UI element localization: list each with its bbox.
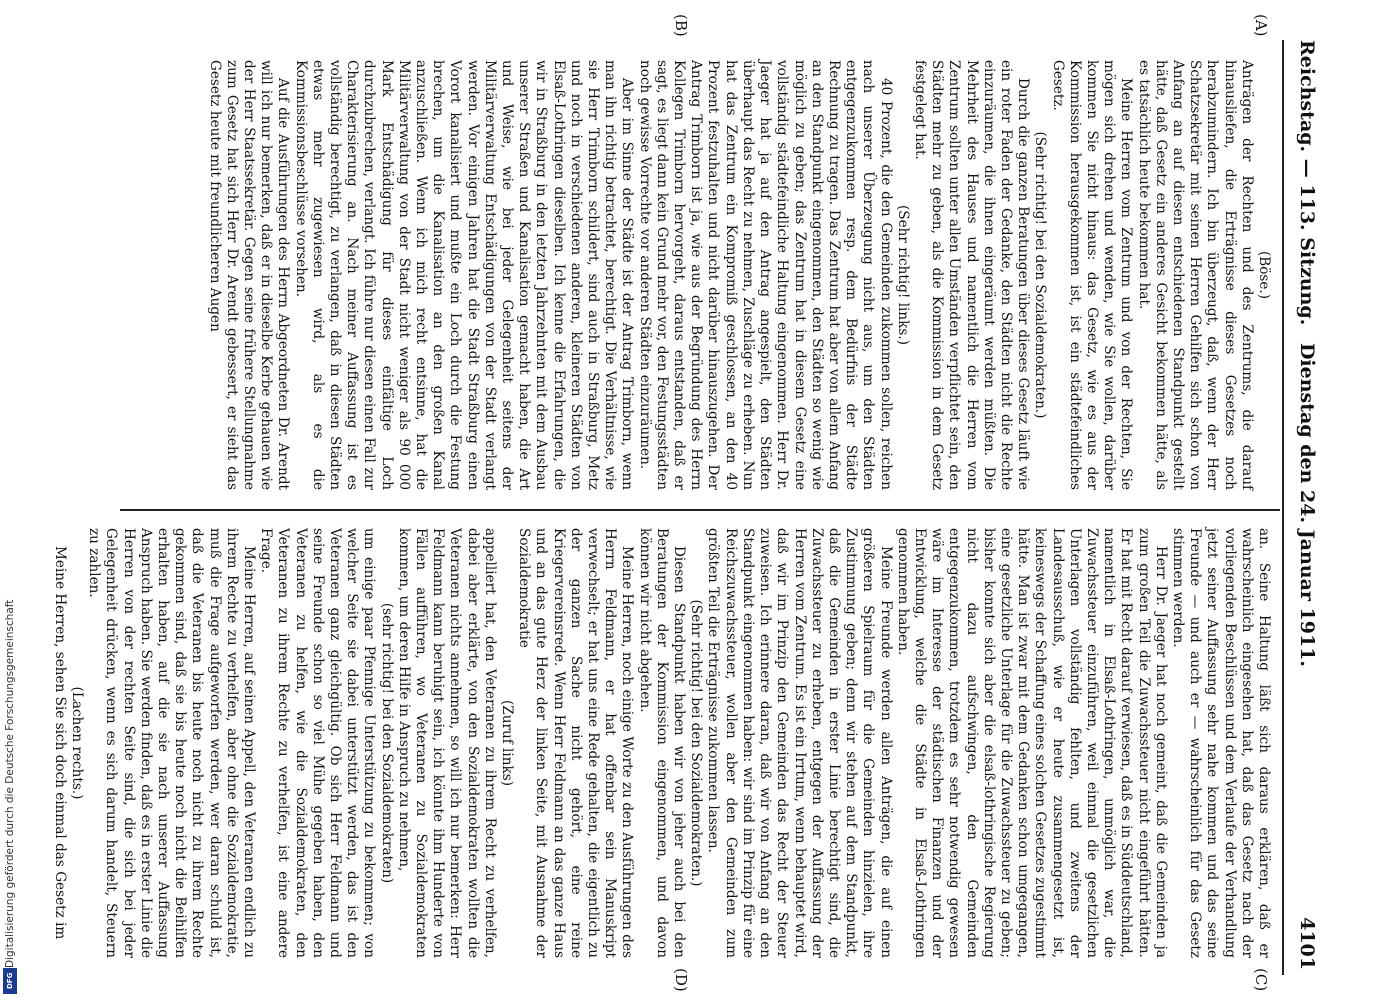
dfg-logo: DFG — [3, 968, 17, 994]
paragraph: Auf die Ausführungen des Herrn Abgeordneten Dr. Arendt will ich nur bemerken, daß er in dieselbe Kerbe gehauen wie der Herr Staatssekretär. Gegen seine frühere Stellungnahme zum Gesetz hat sich Herr Dr. Arendt gebessert, er sieht das Gesetz heute mit freundlicheren Augen — [206, 60, 292, 490]
page-number: 4101 — [1296, 917, 1318, 970]
paragraph: Meine Herren, noch einige Worte zu den Ausführungen des Herrn Feldmann, er hat offenbar sein Manuskript verwechselt; er hat uns eine Rede gehalten, die eigentlich zu der ganzen Sache nicht gehört, eine reine Kriegervereinsrede. Wenn Herr Feldmann an das ganze Haus und an das gute Herz der linken Seite, mit Ausnahme der Sozialdemokratie — [516, 528, 636, 958]
digitization-note: Digitalisierung gefördert durch die Deutsche Forschungsgemeinschaft — [4, 599, 16, 968]
interjection: (sehr richtig! bei den Sozialdemokraten) — [378, 602, 395, 884]
interjection: (Lachen rechts.) — [68, 686, 85, 800]
interjection: (Sehr richtig! links.) — [894, 204, 911, 346]
margin-letter-a: (A) — [1252, 14, 1270, 37]
left-column — [122, 60, 1272, 490]
paragraph: Herr Dr. Jaeger hat noch gemeint, daß die Gemeinden ja zum großen Teil die Zuwachssteuer nicht eingeführt hätten. Er hat mit Recht darauf verwiesen, daß es in Süddeutschland, namentlich in Elsaß-Lothringen, unmöglich war, die Zuwachssteuer einzuführen, weil einmal die gesetzlichen Unterlagen vollständig fehlten, und zweitens der Landesausschuß, wie er heute zusammengesetzt ist, keineswegs der Schaffung eines solchen Gesetzes zugestimmt hätte. Man ist zwar mit dem Gedanken schon umgegangen, eine gesetzliche Unterlage für die Zuwachssteuer zu geben; bisher konnte sich aber die elsaß-lothringische Regierung nicht dazu aufschwingen, den Gemeinden entgegenzukommen, trotzdem es sehr notwendig gewesen wäre im Interesse der städtischen Finanzen und der Entwicklung, welche die Städte in Elsaß-Lothringen genommen haben. — [894, 528, 1169, 958]
paragraph: Anträgen der Rechten und des Zentrums, die darauf hinausliefen, die Erträgnisse dieses Gesetzes noch herabzumindern. Ich bin überzeugt, daß, wenn der Herr Schatzsekretär mit seinen Herren Gehilfen sich schon von Anfang an auf diesen entschiedenen Standpunkt gestellt hätte, daß Gesetz ein anderes Gesicht bekommen hätte, als es tatsächlich heute bekommen hat. — [1135, 60, 1255, 490]
paragraph: 40 Prozent, die den Gemeinden zukommen sollen, reichen nach unserer Überzeugung nicht aus, um den Städten entgegenzukommen resp. dem Bedürfnis der Städte Rechnung zu tragen. Das Zentrum hat aber von allem Anfang an den Standpunkt eingenommen, den Städten so wenig wie möglich zu geben; das Zentrum hat in diesem Gesetz eine vollständig städtefeindliche Haltung eingenommen. Herr Dr. Jaeger hat ja auf den Antrag angespielt, den Städten überhaupt das Recht zu nehmen, Zuschläge zu erheben. Nun hat das Zentrum ein Kompromiß geschlossen, an den 40 Prozent festzuhalten und nicht darüber hinauszugehen. Der Antrag Trimborn ist ja, wie aus der Begründung des Herrn Kollegen Trimborn hervorgeht, daraus entstanden, daß er sagt, es liegt dann kein Grund mehr vor, den Festungsstädten noch gewisse Vorrechte vor anderen Städten einzuräumen. — [636, 60, 894, 490]
paragraph: appelliert hat, den Veteranen zu ihrem Recht zu verhelfen, dabei aber erklärte, von den Sozialdemokraten wollten die Veteranen nichts annehmen, so will ich nur bemerken: Herr Feldmann kann beruhigt sein, ich könnte ihm Hunderte von Fällen aufführen, wo Veteranen zu Sozialdemokraten kommen, um deren Hilfe in Anspruch zu nehmen, — [395, 528, 498, 958]
paragraph: Meine Freunde werden allen Anträgen, die auf einen größeren Spielraum für die Gemeinden hinzielen, ihre Zustimmung geben; denn wir stehen auf dem Standpunkt, daß die Gemeinden in erster Linie berechtigt sind, die Zuwachssteuer zu erheben, entgegen der Auffassung der Herren vom Zentrum. Es ist ein Irrtum, wenn behauptet wird, daß wir im Prinzip den Gemeinden das Recht der Steuer zuweisen. Ich erinnere daran, daß wir von Anfang an den Standpunkt eingenommen haben: wir sind im Prinzip für eine Reichszuwachssteuer, wollen aber den Gemeinden zum größten Teil die Erträgnisse zukommen lassen. — [705, 528, 894, 958]
margin-letter-b: (B) — [672, 14, 690, 37]
interjection: (Sehr richtig! bei den Sozialdemokraten.) — [1032, 131, 1049, 419]
margin-letter-d: (D) — [672, 968, 690, 992]
paragraph: (Böse.) — [1256, 250, 1272, 300]
header-rule — [1282, 40, 1284, 975]
interjection: (Zuruf links) — [499, 699, 516, 787]
rotated-page — [30, 0, 1330, 1000]
paragraph: Durch die ganzen Beratungen über dieses Gesetz läuft wie ein roter Faden der Gedanke, den Städten nicht die Rechte einzuräumen, die ihnen eingeräumt werden müßten. Die Mehrheit des Hauses und namentlich die Herren vom Zentrum sollten unter allen Umständen verpflichtet sein, den Städten mehr zu geben, als die Kommission in dem Gesetz festgelegt hat. — [911, 60, 1032, 490]
paragraph: Meine Herren, auf seinen Appell, den Veteranen endlich zu ihrem Rechte zu verhelfen, aber ohne die Sozialdemokratie, muß die Frage aufgeworfen werden, wer daran schuld ist, daß die Veteranen bis heute noch nicht zu ihrem Rechte gekommen sind, daß sie bis heute noch nicht die Beihilfen erhalten haben, auf die sie nach unserer Auffassung Anspruch haben. Sie werden finden, daß es in erster Linie die Herren von der rechten Seite sind, die sich bei jeder Gelegenheit drücken, wenn es sich darum handelt, Steuern zu zahlen. — [86, 528, 258, 958]
header-left: Reichstag. — 113. Sitzung. — [1296, 40, 1318, 326]
interjection: (Sehr richtig! bei den Sozialdemokraten.) — [688, 599, 705, 887]
column-divider — [120, 509, 1280, 511]
page-header — [1288, 40, 1318, 970]
paragraph: an. Seine Haltung läßt sich daraus erklären, daß er wahrscheinlich eingesehen hat, daß das Gesetz nach der vorliegenden Beschlüssen und dem Verlaufe der Verhandlung jetzt seiner Auffassung sehr nahe kommen und das seine Freunde — und auch er — wahrscheinlich für das Gesetz stimmen werden. — [1169, 528, 1272, 958]
margin-letter-c: (C) — [1252, 968, 1270, 992]
right-column — [51, 528, 1272, 958]
paragraph: Diesen Standpunkt haben wir von jeher auch bei den Beratungen der Kommission eingenommen, und davon können wir nicht abgehen. — [636, 528, 688, 958]
header-date: Dienstag den 24. Januar 1911. — [1296, 342, 1318, 668]
paragraph: um einige paar Pfennige Unterstützung zu bekommen; von welcher Seite sie dabei unterstützt werden, das ist den Veteranen ganz gleichgültig. Ob sich Herr Feldmann und seine Freunde schon so viel Mühe gegeben haben, den Veteranen zu helfen, wie die Sozialdemokraten, den Veteranen zu ihrem Rechte zu verhelfen, ist eine andere Frage. — [258, 528, 378, 958]
paragraph: Aber im Sinne der Städte ist der Antrag Trimborn, wenn man ihn richtig betrachtet, berechtigt. Die Verhältnisse, wie sie Herr Trimborn schildert, sind auch in Straßburg, Metz und noch in verschiedenen anderen, kleineren Städten von Elsaß-Lothringen dieselben. Ich kenne die Erfahrungen, die wir in Straßburg in den letzten Jahrzehnten mit dem Ausbau unserer Straßen und Kanalisation gemacht haben, die Art und Weise, wie bei jeder Gelegenheit seitens der Militärverwaltung Entschädigungen von der Stadt verlangt werden. Vor einigen Jahren hat die Stadt Straßburg einen Vorort kanalisiert und mußte ein Loch durch die Festung brechen, um die Kanalisation an den großen Kanal anzuschließen. Wenn ich mich recht entsinne, hat die Militärverwaltung von der Stadt nicht weniger als 90 000 Mark Entschädigung für dieses einfältige Loch durchzubrechen, verlangt. Ich führe nur diesen einen Fall zur Charakterisierung an. Nach meiner Auffassung ist es vollständig berechtigt, zu verlangen, daß in diesen Städten etwas mehr zugewiesen wird, als es die Kommissionsbeschlüsse vorsehen. — [292, 60, 636, 490]
paragraph: Meine Herren vom Zentrum und von der Rechten, Sie mögen sich drehen und wenden, wie Sie wollen, darüber kommen Sie nicht hinaus: das Gesetz, wie es aus der Kommission herausgekommen ist, ist ein städtefeindliches Gesetz. — [1049, 60, 1135, 490]
paragraph: Meine Herren, sehen Sie sich doch einmal das Gesetz im — [51, 546, 68, 940]
